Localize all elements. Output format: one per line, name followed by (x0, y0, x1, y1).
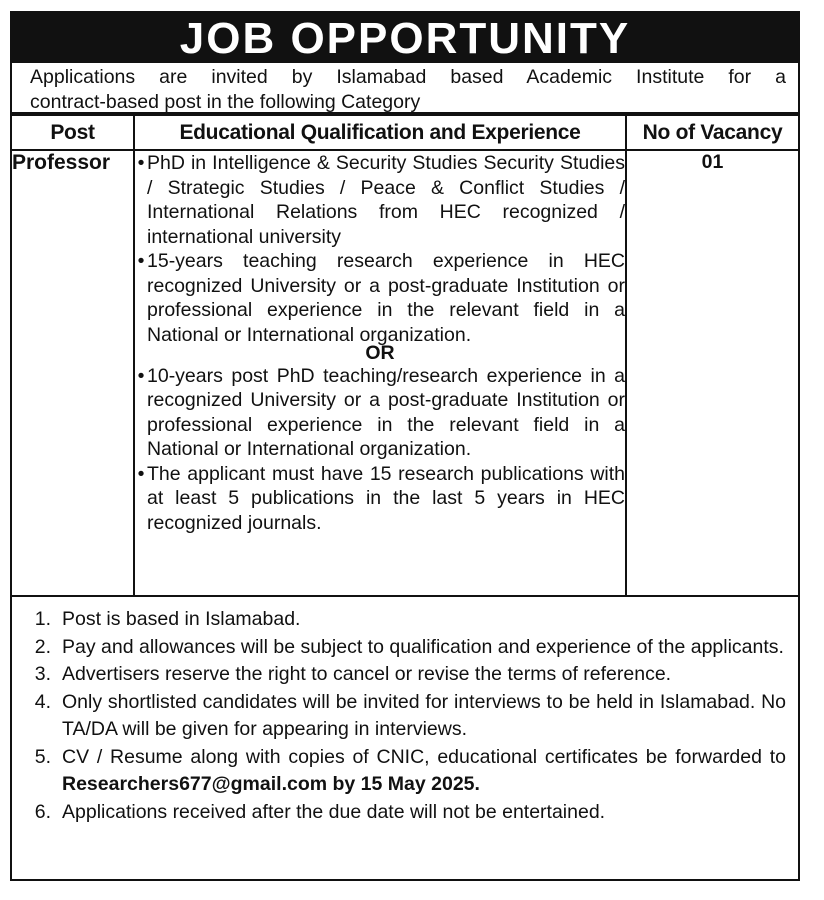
bullet-icon: • (137, 250, 145, 272)
list-number: 5. (34, 745, 51, 768)
list-number: 3. (34, 663, 51, 685)
intro-line-1: Applications are invited by Islamabad based Academic Institute for a (30, 66, 786, 88)
list-item (22, 689, 786, 744)
bullet-icon: • (137, 152, 145, 174)
terms-list (12, 597, 798, 826)
deadline-text: by 15 May 2025. (327, 773, 480, 795)
list-text: Only shortlisted candidates will be invited for interviews to be held in Islamabad. No TA/DA will be given for appearing in interviews. (62, 690, 786, 740)
list-number: 6. (34, 800, 51, 823)
or-separator: OR (365, 342, 395, 364)
intro-text (12, 63, 798, 114)
bullet-icon: • (137, 364, 145, 387)
vacancy-table (12, 114, 798, 597)
list-item (22, 634, 786, 662)
submission-text: CV / Resume along with copies of CNIC, educational certificates be forwarded to (62, 745, 786, 768)
job-advertisement (10, 11, 800, 881)
list-number: 1. (34, 608, 51, 630)
list-text (62, 744, 786, 799)
vacancy-cell: 01 (626, 150, 798, 596)
header-vacancy: No of Vacancy (626, 115, 798, 150)
email-address: Researchers677@gmail.com (62, 773, 328, 795)
list-number: 4. (34, 690, 51, 713)
list-item (22, 799, 786, 827)
qualification-bullet (135, 249, 625, 347)
list-item (22, 661, 786, 689)
list-text: Post is based in Islamabad. (62, 608, 301, 630)
bullet-text: The applicant must have 15 research publications with at least 5 publications in the last 5 years in HEC recognized journals. (147, 462, 625, 534)
list-text: Pay and allowances will be subject to qualification and experience of the applicants. (62, 635, 784, 658)
list-item (22, 606, 786, 634)
bullet-icon: • (137, 462, 145, 485)
table-row (12, 150, 798, 596)
bullet-text: 10-years post PhD teaching/research experience in a recognized University or a post-graduate Institution or professional experience in the relevant field in a National or International organization. (147, 364, 625, 460)
qualification-bullet (135, 462, 625, 536)
list-number: 2. (34, 635, 51, 658)
qualification-cell (134, 150, 626, 596)
header-post: Post (12, 115, 134, 150)
table-header-row (12, 115, 798, 150)
banner-title: JOB OPPORTUNITY (12, 13, 798, 63)
qualification-bullet (135, 151, 625, 249)
list-text: Advertisers reserve the right to cancel or revise the terms of reference. (62, 663, 672, 685)
post-cell: Professor (12, 150, 134, 596)
qualification-bullet (135, 364, 625, 462)
list-item (22, 744, 786, 799)
list-text: Applications received after the due date will not be entertained. (62, 800, 606, 823)
header-qualification: Educational Qualification and Experience (134, 115, 626, 150)
intro-line-2: contract-based post in the following Category (30, 91, 421, 113)
bullet-text: 15-years teaching research experience in HEC recognized University or a post-graduate Institution or professional experience in the relevant field in a National or International organization. (147, 250, 625, 346)
bullet-text: PhD in Intelligence & Security Studies Security Studies / Strategic Studies / Peace & Conflict Studies / International Relations from HEC recognized / international university (147, 152, 625, 248)
